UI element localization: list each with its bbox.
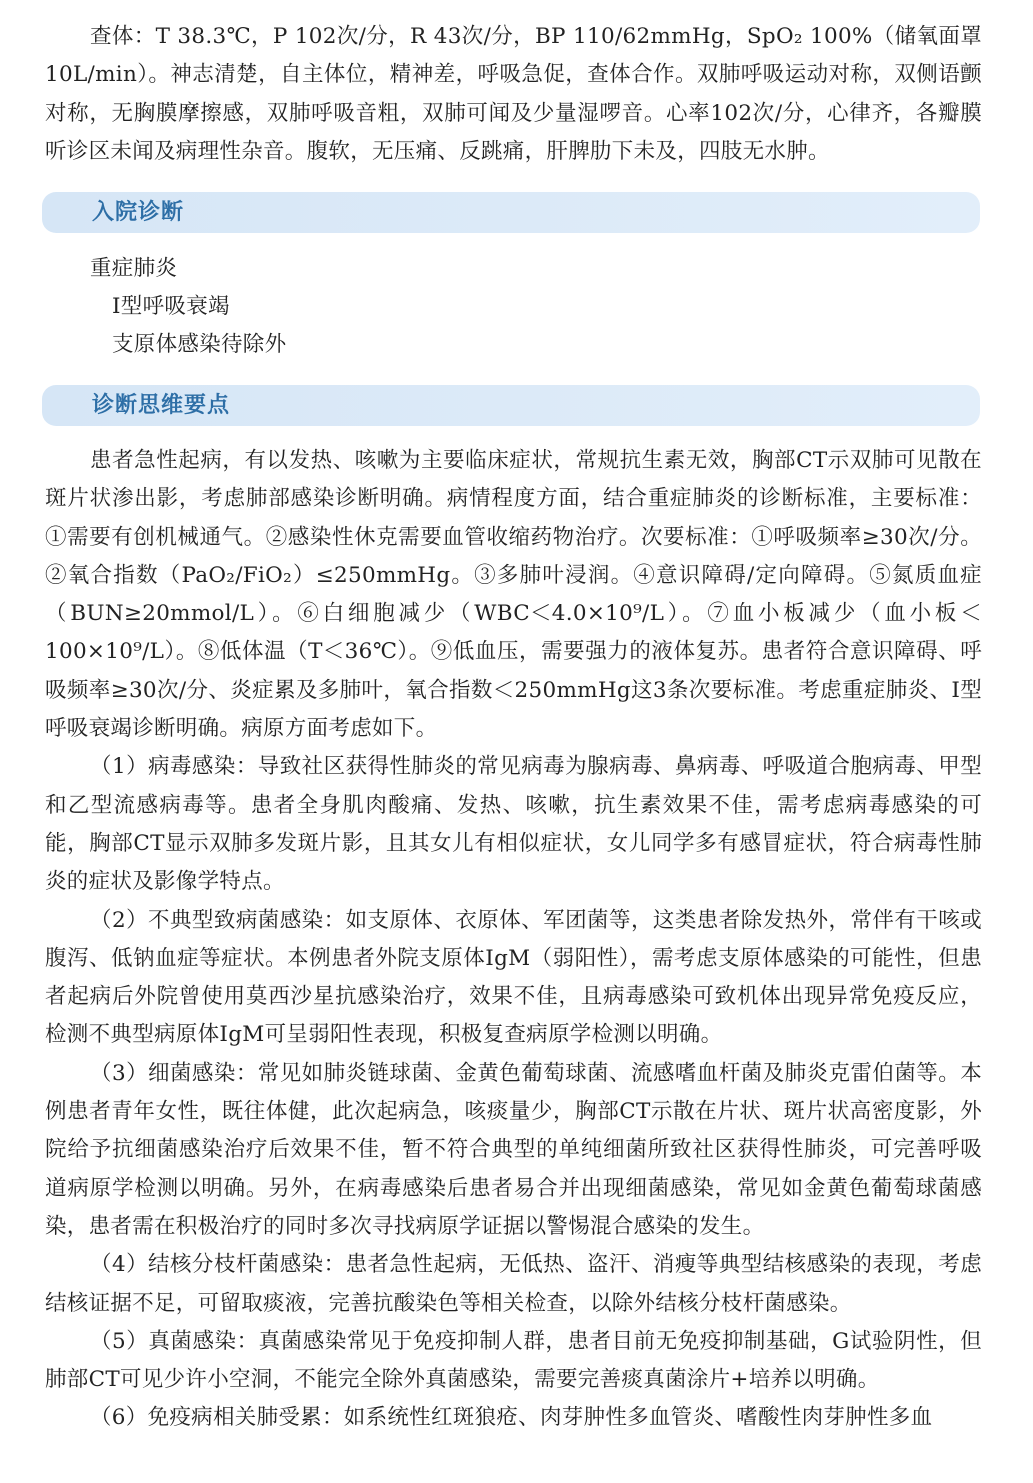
- diagnosis-main: 重症肺炎: [90, 256, 178, 281]
- thinking-body: [45, 442, 982, 1438]
- thinking-item-3: （3）细菌感染：常见如肺炎链球菌、金黄色葡萄球菌、流感嗜血杆菌及肺炎克雷伯菌等。本例患者青年女性，既往体健，此次起病急，咳痰量少，胸部CT示散在片状、斑片状高密度影，外院给予抗细菌感染治疗后效果不佳，暂不符合典型的单纯细菌所致社区获得性肺炎，可完善呼吸道病原学检测以明确。另外，在病毒感染后患者易合并出现细菌感染，常见如金黄色葡萄球菌感染，患者需在积极治疗的同时多次寻找病原学证据以警惕混合感染的发生。: [45, 1060, 982, 1239]
- diagnosis-sub-1: Ⅰ型呼吸衰竭: [112, 294, 230, 319]
- thinking-item-2: （2）不典型致病菌感染：如支原体、衣原体、军团菌等，这类患者除发热外，常伴有干咳或腹泻、低钠血症等症状。本例患者外院支原体IgM（弱阳性），需考虑支原体感染的可能性，但患者起病后外院曾使用莫西沙星抗感染治疗，效果不佳，且病毒感染可致机体出现异常免疫反应，检测不典型病原体IgM可呈弱阳性表现，积极复查病原学检测以明确。: [45, 907, 982, 1048]
- thinking-item-6: （6）免疫病相关肺受累：如系统性红斑狼疮、肉芽肿性多血管炎、嗜酸性肉芽肿性多血: [90, 1405, 933, 1431]
- thinking-intro: 患者急性起病，有以发热、咳嗽为主要临床症状，常规抗生素无效，胸部CT示双肺可见散在斑片状渗出影，考虑肺部感染诊断明确。病情程度方面，结合重症肺炎的诊断标准，主要标准：①需要有创机械通气。②感染性休克需要血管收缩药物治疗。次要标准：①呼吸频率≥30次/分。②氧合指数（PaO₂/FiO₂）≤250mmHg。③多肺叶浸润。④意识障碍/定向障碍。⑤氮质血症（BUN≥20mmol/L）。⑥白细胞减少（WBC＜4.0×10⁹/L）。⑦血小板减少（血小板＜100×10⁹/L）。⑧低体温（T＜36℃）。⑨低血压，需要强力的液体复苏。患者符合意识障碍、呼吸频率≥30次/分、炎症累及多肺叶，氧合指数＜250mmHg这3条次要标准。考虑重症肺炎、Ⅰ型呼吸衰竭诊断明确。病原方面考虑如下。: [45, 448, 982, 742]
- admission-diagnosis-header: [42, 192, 980, 233]
- thinking-item-1: （1）病毒感染：导致社区获得性肺炎的常见病毒为腺病毒、鼻病毒、呼吸道合胞病毒、甲型和乙型流感病毒等。患者全身肌肉酸痛、发热、咳嗽，抗生素效果不佳，需考虑病毒感染的可能，胸部CT显示双肺多发斑片影，且其女儿有相似症状，女儿同学多有感冒症状，符合病毒性肺炎的症状及影像学特点。: [45, 754, 982, 895]
- section-title: 入院诊断: [92, 200, 185, 225]
- diagnosis-sub-2: 支原体感染待除外: [112, 332, 287, 357]
- exam-vitals: 查体：T 38.3℃，P 102次/分，R 43次/分，BP 110/62mmHg，SpO₂ 100%（储氧面罩10L/min）。: [45, 24, 982, 88]
- section-title: 诊断思维要点: [92, 393, 231, 418]
- thinking-item-4: （4）结核分枝杆菌感染：患者急性起病，无低热、盗汗、消瘦等典型结核感染的表现，考虑结核证据不足，可留取痰液，完善抗酸染色等相关检查，以除外结核分枝杆菌感染。: [45, 1252, 982, 1316]
- diagnostic-thinking-header: [42, 385, 980, 426]
- exam-text: [45, 18, 982, 171]
- thinking-item-5: （5）真菌感染：真菌感染常见于免疫抑制人群，患者目前无免疫抑制基础，G试验阴性，但肺部CT可见少许小空洞，不能完全除外真菌感染，需要完善痰真菌涂片+培养以明确。: [45, 1328, 982, 1393]
- exam-findings: 神志清楚，自主体位，精神差，呼吸急促，查体合作。双肺呼吸运动对称，双侧语颤对称，无胸膜摩擦感，双肺呼吸音粗，双肺可闻及少量湿啰音。心率102次/分，心律齐，各瓣膜听诊区未闻及病理性杂音。腹软，无压痛、反跳痛，肝脾肋下未及，四肢无水肿。: [45, 62, 982, 164]
- physical-exam-paragraph: [45, 18, 982, 171]
